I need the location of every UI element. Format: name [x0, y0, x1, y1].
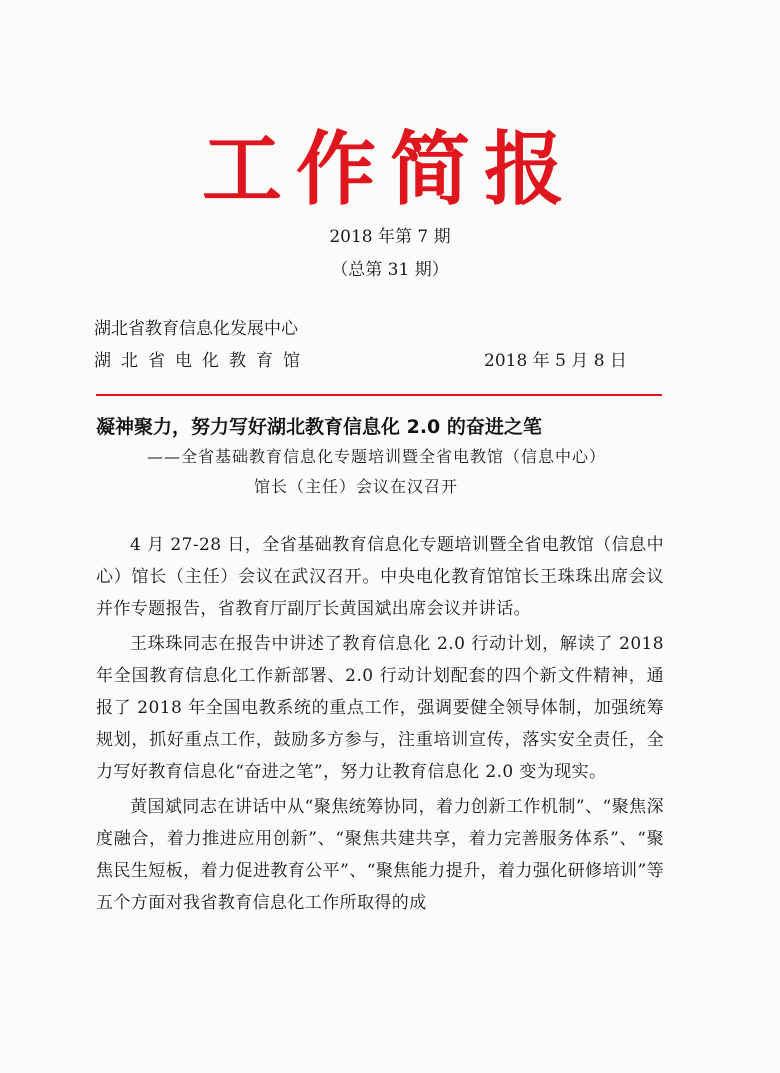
- issuer-line-1: 湖北省教育信息化发展中心: [94, 319, 298, 339]
- issue-date: 2018 年 5 月 8 日: [484, 351, 627, 371]
- issue-number: 2018 年第 7 期: [329, 227, 451, 247]
- masthead-title: 工作简报: [202, 123, 578, 216]
- article-subtitle-line-2: 馆长（主任）会议在汉召开: [254, 477, 459, 496]
- paragraph: 王珠珠同志在报告中讲述了教育信息化 2.0 行动计划，解读了 2018 年全国教育信息化工作新部署、2.0 行动计划配套的四个新文件精神，通报了 2018 年全国电教系统的重点工作，强调要健全领导体制，加强统筹规划，抓好重点工作，鼓励多方参与，注重培训宣传，落实安全责任，全力写好教育信息化“奋进之笔”，努力让教育信息化 2.0 变为现实。: [96, 634, 664, 782]
- article-headline: 凝神聚力，努力写好湖北教育信息化 2.0 的奋进之笔: [96, 416, 542, 438]
- red-divider: [96, 394, 662, 396]
- paragraph: 4 月 27-28 日，全省基础教育信息化专题培训暨全省电教馆（信息中心）馆长（主任）会议在武汉召开。中央电化教育馆馆长王珠珠出席会议并作专题报告，省教育厅副厅长黄国斌出席会议并讲话。: [96, 535, 664, 619]
- article-body: [96, 530, 664, 924]
- total-issue-number: （总第 31 期）: [331, 260, 449, 280]
- paragraph: 黄国斌同志在讲话中从“聚焦统筹协同，着力创新工作机制”、“聚焦深度融合，着力推进应用创新”、“聚焦共建共享，着力完善服务体系”、“聚焦民生短板，着力促进教育公平”、“聚焦能力提升，着力强化研修培训”等五个方面对我省教育信息化工作所取得的成: [96, 797, 664, 913]
- issuer-line-2: 湖北省电化教育馆: [94, 351, 310, 371]
- article-subtitle-line-1: ——全省基础教育信息化专题培训暨全省电教馆（信息中心）: [147, 447, 607, 466]
